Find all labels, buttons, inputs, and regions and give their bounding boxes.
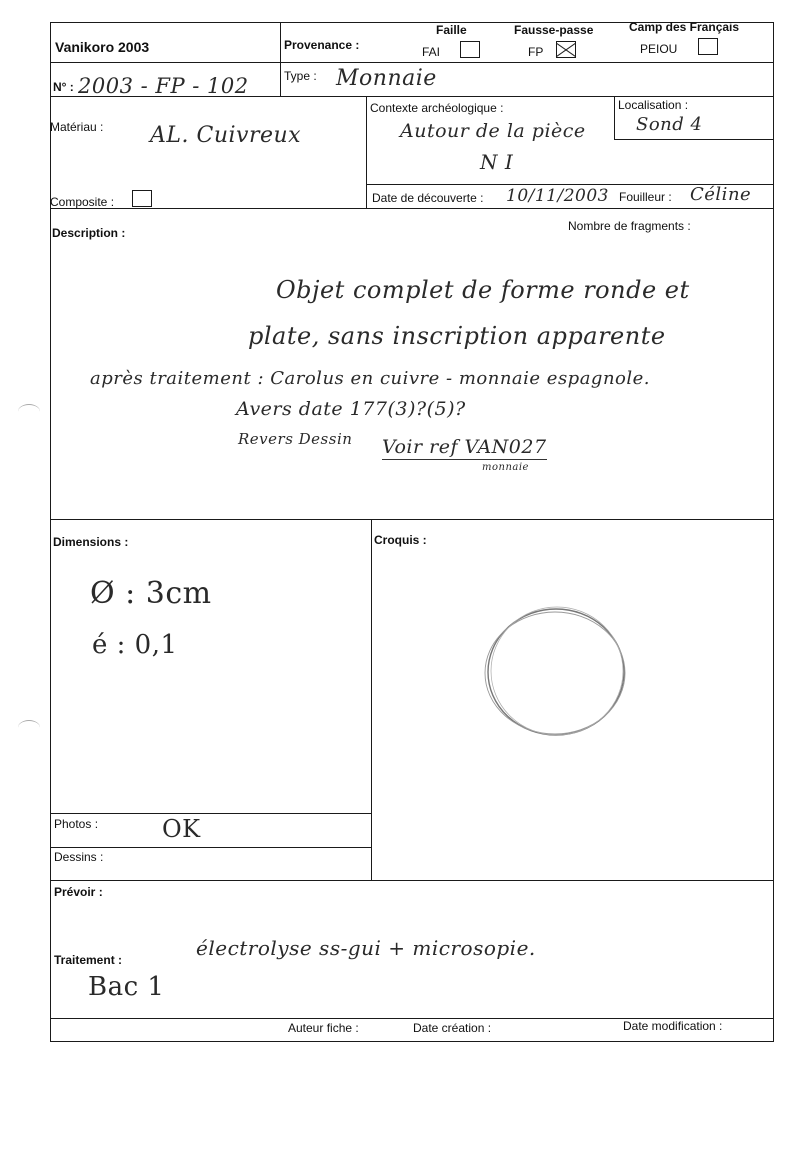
description-line-4: Avers date 177(3)?(5)? [236,398,466,420]
materiau-value: AL. Cuivreux [150,123,302,148]
creation-label: Date création : [413,1021,492,1035]
divider [50,880,774,881]
prevoir-label: Prévoir : [54,885,103,899]
punch-hole-mark-top [18,404,40,419]
traitement-label: Traitement : [54,953,123,967]
auteur-label: Auteur fiche : [288,1021,359,1035]
divider [280,22,281,96]
traitement-value: électrolyse ss-gui + microsopie. [196,936,536,960]
dimensions-label: Dimensions : [53,535,129,549]
divider [50,813,372,814]
composite-label: Composite : [50,195,115,209]
bac-value: Bac 1 [88,972,165,1002]
dimensions-thickness: é : 0,1 [92,630,178,660]
divider [50,62,774,63]
fai-checkbox[interactable] [460,41,480,58]
divider [614,139,774,140]
peiou-label: PEIOU [640,42,678,56]
description-line-5-prefix: Revers Dessin [238,430,353,448]
modification-label: Date modification : [623,1019,723,1033]
localisation-label: Localisation : [618,98,689,112]
type-label: Type : [284,69,317,83]
fai-label: FAI [422,45,441,59]
fragments-label: Nombre de fragments : [568,219,691,233]
contexte-label: Contexte archéologique : [370,101,504,115]
faille-label: Faille [436,23,467,37]
divider [50,208,774,209]
contexte-value-line1: Autour de la pièce [400,120,586,142]
composite-checkbox[interactable] [132,190,152,207]
description-line-5-sub: monnaie [482,462,529,473]
type-value: Monnaie [336,66,437,91]
numero-label: N° : [53,80,74,94]
fouilleur-value: Céline [690,184,752,205]
description-line-5-ref: Voir ref VAN027 [382,436,547,458]
divider [50,847,372,848]
materiau-label: Matériau : [50,120,104,134]
divider [50,519,774,520]
fp-label: FP [528,45,544,59]
photos-label: Photos : [54,817,99,831]
divider [614,96,615,139]
fp-checkbox[interactable] [556,41,576,58]
contexte-value-line2: N I [480,150,514,174]
croquis-label: Croquis : [374,533,427,547]
description-label: Description : [52,226,126,240]
camp-label: Camp des Français [629,20,740,34]
photos-value: OK [162,815,201,843]
description-line-1: Objet complet de forme ronde et [276,276,690,304]
dessins-label: Dessins : [54,850,104,864]
form-frame [50,22,774,1042]
punch-hole-mark-bottom [18,720,40,735]
site-title: Vanikoro 2003 [55,39,150,55]
description-line-3: après traitement : Carolus en cuivre - monnaie espagnole. [90,368,651,389]
peiou-checkbox[interactable] [698,38,718,55]
divider [50,96,774,97]
fouilleur-label: Fouilleur : [619,190,672,204]
dimensions-diameter: Ø : 3cm [90,576,212,611]
numero-value: 2003 - FP - 102 [78,74,249,98]
provenance-label: Provenance : [284,38,360,52]
divider [366,96,367,208]
divider [371,519,372,881]
localisation-value: Sond 4 [636,114,703,135]
coin-sketch [474,596,638,748]
date-label: Date de découverte : [372,191,484,205]
fausse-passe-label: Fausse-passe [514,23,594,37]
date-value: 10/11/2003 [506,186,609,206]
description-line-2: plate, sans inscription apparente [248,322,666,350]
